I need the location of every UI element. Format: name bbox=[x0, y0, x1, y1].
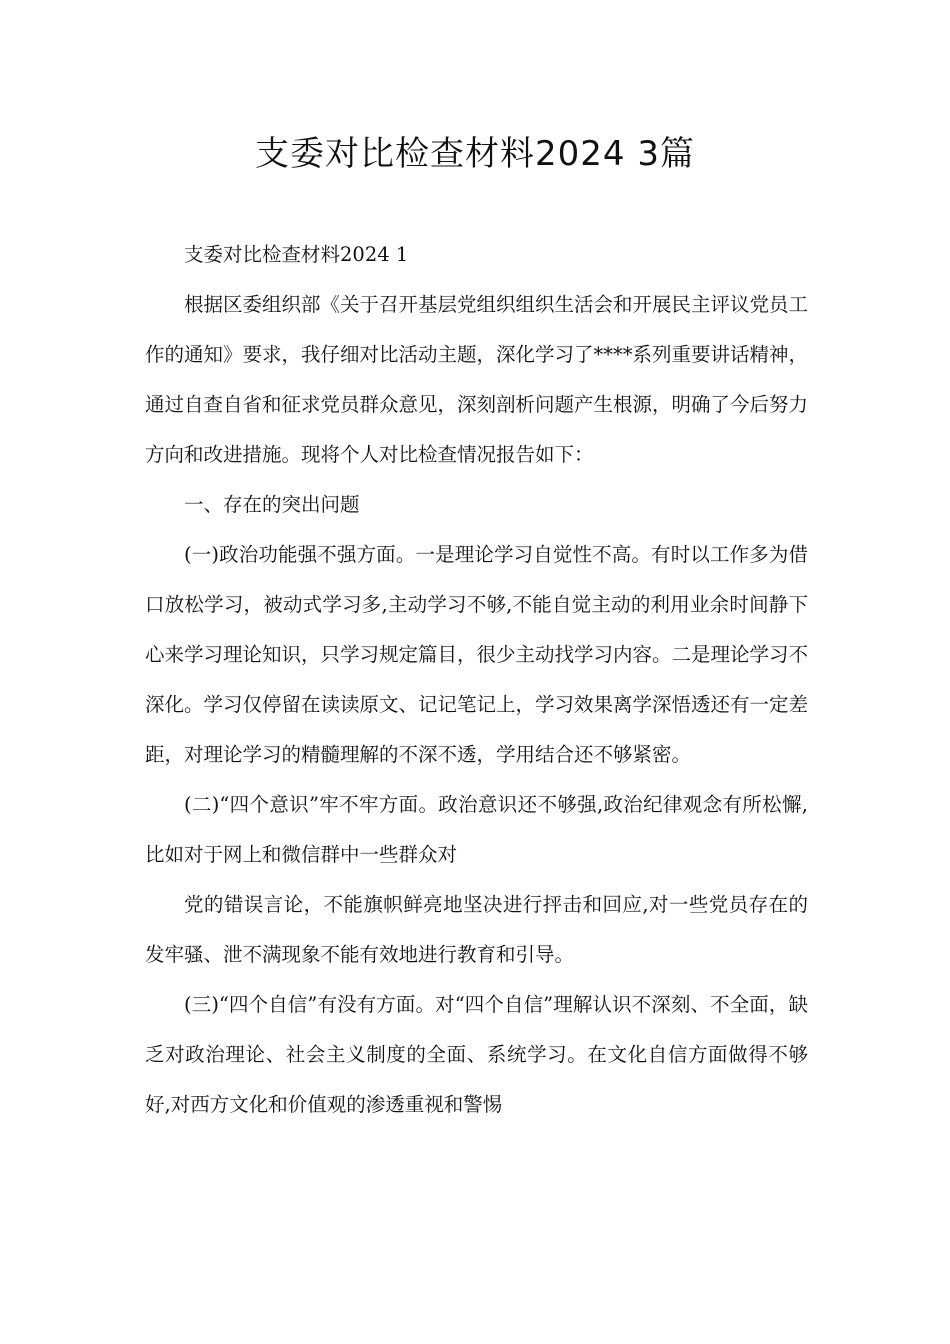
subtitle-paragraph: 支委对比检查材料2024 1 bbox=[184, 243, 409, 266]
document-title: 支委对比检查材料2024 3篇 bbox=[255, 134, 695, 174]
document-body bbox=[145, 230, 808, 1130]
body-paragraph: 党的错误言论，不能旗帜鲜亮地坚决进行抨击和回应,对一些党员存在的发牢骚、泄不满现象不能有效地进行教育和引导。 bbox=[145, 893, 808, 966]
body-paragraph: (一)政治功能强不强方面。一是理论学习自觉性不高。有时以工作多为借口放松学习，被动式学习多,主动学习不够,不能自觉主动的利用业余时间静下心来学习理论知识，只学习规定篇目，很少主动找学习内容。二是理论学习不深化。学习仅停留在读读原文、记记笔记上，学习效果离学深悟透还有一定差距，对理论学习的精髓理解的不深不透，学用结合还不够紧密。 bbox=[145, 543, 809, 766]
body-paragraph: (二)“四个意识”牢不牢方面。政治意识还不够强,政治纪律观念有所松懈,比如对于网上和微信群中一些群众对 bbox=[145, 793, 808, 866]
section-heading: 一、存在的突出问题 bbox=[184, 493, 360, 516]
intro-paragraph: 根据区委组织部《关于召开基层党组织组织生活会和开展民主评议党员工作的通知》要求，我仔细对比活动主题，深化学习了****系列重要讲话精神，通过自查自省和征求党员群众意见，深刻剖析问题产生根源，明确了今后努力方向和改进措施。现将个人对比检查情况报告如下： bbox=[145, 293, 809, 466]
body-paragraph: (三)“四个自信”有没有方面。对“四个自信”理解认识不深刻、不全面，缺乏对政治理论、社会主义制度的全面、系统学习。在文化自信方面做得不够好,对西方文化和价值观的渗透重视和警惕 bbox=[145, 993, 808, 1116]
